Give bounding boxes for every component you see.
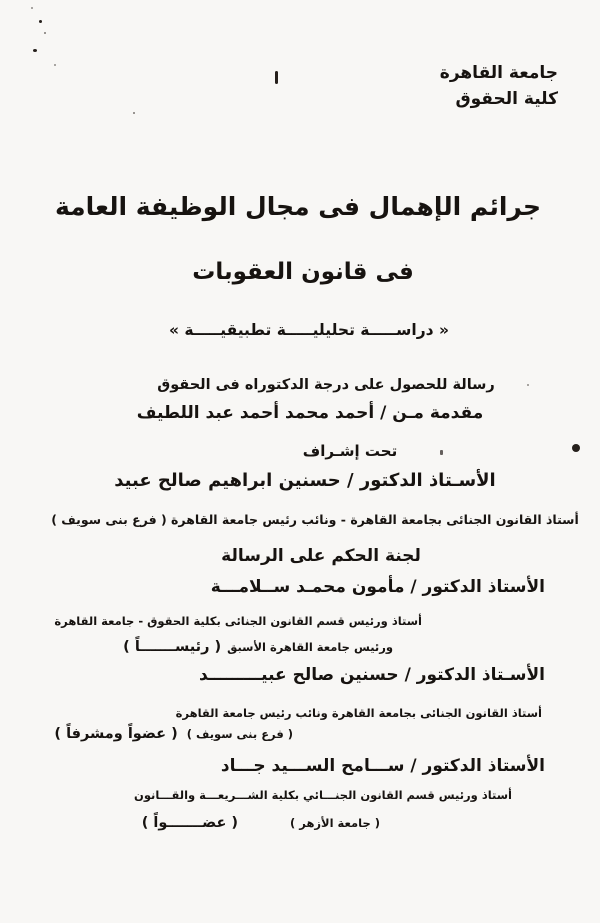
member-1-role-line [123, 639, 393, 655]
member-1-role: ( رئيســـــــاً ) [123, 639, 222, 655]
member-2-description: أستاذ القانون الجنائى بجامعة القاهرة ونائب رئيس جامعة القاهرة [175, 706, 542, 720]
scan-speck [440, 450, 443, 455]
supervisor-title: الأسـتاذ الدكتور / [340, 470, 496, 491]
scan-speck [33, 49, 37, 52]
committee-heading: لجنة الحكم على الرسالة [221, 546, 421, 566]
member-3-description2: ( جامعة الأزهر ) [290, 816, 380, 830]
scan-speck [572, 444, 580, 452]
supervision-heading: تحت إشـراف [302, 442, 398, 460]
member-2-name: حسنين صالح عبيـــــــــد [199, 665, 399, 685]
member-2-role-line [54, 726, 293, 742]
supervisor-description: أستاذ القانون الجنائى بجامعة القاهرة - ونائب رئيس جامعة القاهرة ( فرع بنى سويف ) [51, 512, 579, 527]
member-3-role: ( عضـــــــواً ) [141, 815, 239, 831]
member-3-role-line [142, 815, 380, 831]
member-3-title: الأستاذ الدكتور / [404, 756, 545, 776]
university-header [440, 60, 558, 113]
scan-speck [275, 71, 278, 84]
university-name: جامعة القاهرة [439, 63, 558, 83]
scan-speck [39, 20, 42, 23]
member-3-name: ســـامح الســـيد جـــاد [220, 756, 405, 776]
scan-speck [31, 7, 33, 9]
member-2-role: ( عضواً ومشرفاً ) [54, 726, 178, 742]
scan-speck [133, 112, 135, 114]
submitted-by-line: مقدمة مـن / أحمد محمد أحمد عبد اللطيف [136, 403, 484, 423]
member-2-title: الأسـتاذ الدكتور / [398, 665, 545, 685]
member-2-description2: ( فرع بنى سويف ) [186, 727, 293, 741]
member-1-name: مأمون محمـد ســلامـــة [210, 577, 405, 597]
member-1-description2: ورئيس جامعة القاهرة الأسبق [227, 640, 393, 654]
thesis-title-line1: جرائم الإهمال فى مجال الوظيفة العامة [54, 192, 542, 221]
supervisor-name: حسنين ابراهيم صالح عبيد [114, 470, 341, 491]
faculty-name: كلية الحقوق [455, 89, 558, 110]
committee-member-1-name-line [211, 577, 545, 597]
supervisor-name-line [10, 470, 600, 491]
committee-member-2-name-line [199, 665, 545, 685]
member-3-description: أستاذ ورئيس قسم القانون الجنـــائي بكلية الشـــريعـــة والقـــانون [134, 788, 512, 802]
thesis-statement: رسالة للحصول على درجة الدكتوراه فى الحقوق [157, 377, 495, 393]
thesis-subtitle: « دراســـــة تحليليـــــة تطبيقيـــــة » [168, 321, 450, 339]
scan-speck [527, 384, 529, 386]
scan-speck [54, 64, 56, 66]
member-1-title: الأستاذ الدكتور / [404, 577, 545, 597]
thesis-title-line2: فى قانون العقوبات [192, 259, 414, 285]
member-1-description: أستاذ ورئيس قسم القانون الجنائى بكلية الحقوق - جامعة القاهرة [54, 614, 422, 628]
committee-member-3-name-line [221, 756, 545, 776]
scan-speck [44, 32, 46, 34]
